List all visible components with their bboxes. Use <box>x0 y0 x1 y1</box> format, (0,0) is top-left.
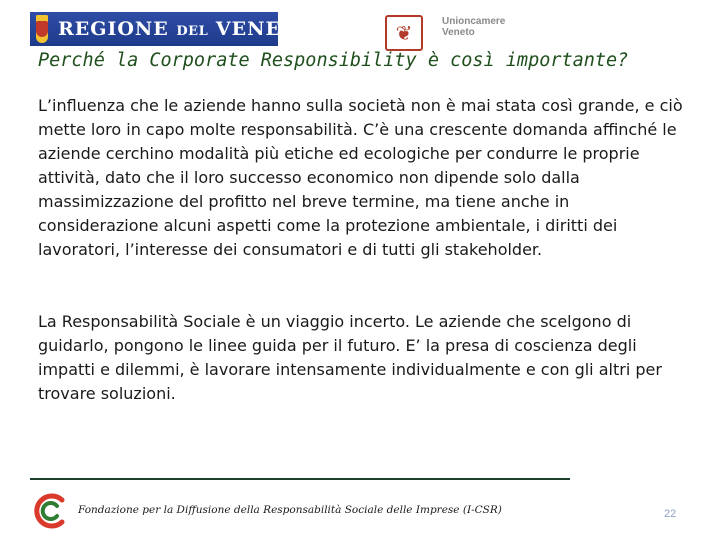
unioncamere-logo-text <box>442 16 505 38</box>
unioncamere-emblem-icon: ❦ <box>385 15 423 51</box>
footer-organization: Fondazione per la Diffusione della Responsabilità Sociale delle Imprese (I-CSR) <box>78 504 502 516</box>
slide-title: Perché la Corporate Responsibility è così importante? <box>38 50 629 71</box>
regione-veneto-logo <box>30 12 314 46</box>
page-number: 22 <box>664 508 677 520</box>
icsr-logo-icon <box>32 492 70 530</box>
footer-divider <box>30 478 570 480</box>
body-paragraph-1: L’influenza che le aziende hanno sulla società non è mai stata così grande, e ciò mette loro in capo molte responsabilità. C’è una crescente domanda affinché le aziende cerchino modalità più etiche ed ecologiche per condurre le proprie attività, dato che il loro successo economico non dipende solo dalla massimizzazione del profitto nel breve termine, ma tiene anche in considerazione alcuni aspetti come la protezione ambientale, i diritti dei lavoratori, l’interesse dei consumatori e di tutti gli stakeholder. <box>38 96 683 259</box>
body-paragraph-2: La Responsabilità Sociale è un viaggio incerto. Le aziende che scelgono di guidarlo, pongono le linee guida per il futuro. E’ la presa di coscienza degli impatti e dilemmi, è lavorare intensamente individualmente e con gli altri per trovare soluzioni. <box>38 312 662 403</box>
lion-crest-icon <box>36 15 48 43</box>
unioncamere-line1: Unioncamere <box>442 16 506 27</box>
unioncamere-line2: Veneto <box>442 27 475 38</box>
regione-veneto-wordmark: REGIONE DEL VENETO <box>58 18 314 40</box>
